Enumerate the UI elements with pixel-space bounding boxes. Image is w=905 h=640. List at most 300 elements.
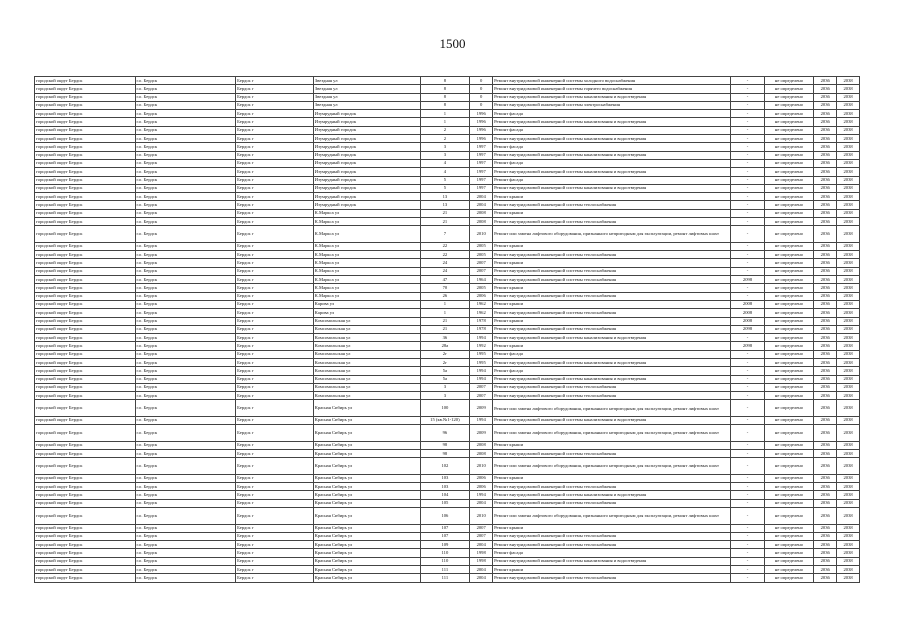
cell-settlement: Бердск г bbox=[236, 400, 314, 417]
cell-municipality: городской округ Бердск bbox=[35, 118, 136, 126]
cell-settlement: Бердск г bbox=[236, 218, 314, 226]
cell-period-from: 2036 bbox=[814, 549, 837, 557]
cell-settlement: Бердск г bbox=[236, 259, 314, 267]
cell-street: Изумрудный городок bbox=[313, 126, 420, 134]
cell-municipality: городской округ Бердск bbox=[35, 201, 136, 209]
cell-street: Красная Сибирь ул bbox=[313, 508, 420, 525]
cell-work-type: Ремонт внутридомовой инженерной системы канализования и водоотведения bbox=[493, 168, 731, 176]
cell-planned-year: - bbox=[731, 524, 764, 532]
cell-settlement: Бердск г bbox=[236, 251, 314, 259]
cell-period-from: 2036 bbox=[814, 400, 837, 417]
cell-municipality: городской округ Бердск bbox=[35, 284, 136, 292]
cell-state: не определено bbox=[764, 342, 814, 350]
cell-municipality: городской округ Бердск bbox=[35, 135, 136, 143]
table-row bbox=[35, 218, 860, 226]
cell-settlement: Бердск г bbox=[236, 300, 314, 308]
cell-house: 8 bbox=[420, 85, 470, 93]
cell-settlement-type: г.о. Бердск bbox=[135, 541, 236, 549]
cell-house: 1 bbox=[420, 118, 470, 126]
cell-municipality: городской округ Бердск bbox=[35, 85, 136, 93]
cell-year-built: 2005 bbox=[470, 251, 493, 259]
cell-municipality: городской округ Бердск bbox=[35, 450, 136, 458]
cell-year-built: 1962 bbox=[470, 309, 493, 317]
cell-period-to: 2038 bbox=[837, 532, 860, 540]
cell-state: не определено bbox=[764, 400, 814, 417]
cell-settlement-type: г.о. Бердск bbox=[135, 416, 236, 424]
cell-municipality: городской округ Бердск bbox=[35, 532, 136, 540]
cell-period-to: 2038 bbox=[837, 135, 860, 143]
cell-municipality: городской округ Бердск bbox=[35, 143, 136, 151]
table-row bbox=[35, 359, 860, 367]
cell-state: не определено bbox=[764, 383, 814, 391]
cell-settlement: Бердск г bbox=[236, 557, 314, 565]
cell-house: 107 bbox=[420, 532, 470, 540]
cell-work-type: Ремонт внутридомовой инженерной системы теплоснабжения bbox=[493, 450, 731, 458]
cell-year-built: 1996 bbox=[470, 110, 493, 118]
cell-house: 104 bbox=[420, 491, 470, 499]
cell-period-to: 2038 bbox=[837, 499, 860, 507]
cell-state: не определено bbox=[764, 416, 814, 424]
table-row bbox=[35, 259, 860, 267]
cell-work-type: Ремонт крыши bbox=[493, 259, 731, 267]
cell-work-type: Ремонт внутридомовой инженерной системы теплоснабжения bbox=[493, 532, 731, 540]
cell-municipality: городской округ Бердск bbox=[35, 491, 136, 499]
cell-period-from: 2036 bbox=[814, 168, 837, 176]
cell-period-from: 2036 bbox=[814, 541, 837, 549]
cell-period-from: 2036 bbox=[814, 209, 837, 217]
cell-state: не определено bbox=[764, 135, 814, 143]
cell-work-type: Ремонт внутридомовой инженерной системы теплоснабжения bbox=[493, 483, 731, 491]
cell-work-type: Ремонт внутридомовой инженерной системы теплоснабжения bbox=[493, 574, 731, 582]
cell-street: Изумрудный городок bbox=[313, 110, 420, 118]
cell-street: Изумрудный городок bbox=[313, 193, 420, 201]
cell-period-from: 2036 bbox=[814, 359, 837, 367]
cell-planned-year: - bbox=[731, 334, 764, 342]
cell-period-from: 2036 bbox=[814, 85, 837, 93]
cell-state: не определено bbox=[764, 101, 814, 109]
cell-planned-year: - bbox=[731, 499, 764, 507]
cell-planned-year: - bbox=[731, 359, 764, 367]
cell-settlement: Бердск г bbox=[236, 126, 314, 134]
cell-state: не определено bbox=[764, 325, 814, 333]
cell-period-from: 2036 bbox=[814, 317, 837, 325]
cell-planned-year: - bbox=[731, 508, 764, 525]
cell-settlement-type: г.о. Бердск bbox=[135, 383, 236, 391]
cell-planned-year: - bbox=[731, 450, 764, 458]
cell-state: не определено bbox=[764, 350, 814, 358]
cell-period-from: 2036 bbox=[814, 309, 837, 317]
cell-settlement: Бердск г bbox=[236, 193, 314, 201]
cell-house: 24 bbox=[420, 259, 470, 267]
table-row bbox=[35, 549, 860, 557]
cell-settlement-type: г.о. Бердск bbox=[135, 251, 236, 259]
cell-settlement-type: г.о. Бердск bbox=[135, 557, 236, 565]
cell-period-from: 2036 bbox=[814, 193, 837, 201]
cell-state: не определено bbox=[764, 425, 814, 442]
cell-planned-year: - bbox=[731, 491, 764, 499]
cell-state: не определено bbox=[764, 218, 814, 226]
cell-settlement-type: г.о. Бердск bbox=[135, 209, 236, 217]
cell-state: не определено bbox=[764, 549, 814, 557]
cell-planned-year: - bbox=[731, 574, 764, 582]
table-row bbox=[35, 168, 860, 176]
cell-work-type: Ремонт внутридомовой инженерной системы горячего водоснабжения bbox=[493, 85, 731, 93]
cell-settlement: Бердск г bbox=[236, 325, 314, 333]
cell-year-built: 2004 bbox=[470, 193, 493, 201]
cell-work-type: Ремонт крыши bbox=[493, 524, 731, 532]
cell-state: не определено bbox=[764, 474, 814, 482]
cell-settlement-type: г.о. Бердск bbox=[135, 300, 236, 308]
cell-municipality: городской округ Бердск bbox=[35, 300, 136, 308]
cell-planned-year: - bbox=[731, 532, 764, 540]
table-row bbox=[35, 93, 860, 101]
cell-state: не определено bbox=[764, 193, 814, 201]
cell-year-built: 1995 bbox=[470, 350, 493, 358]
cell-period-to: 2038 bbox=[837, 193, 860, 201]
cell-state: не определено bbox=[764, 126, 814, 134]
cell-house: 21 bbox=[420, 325, 470, 333]
cell-settlement: Бердск г bbox=[236, 151, 314, 159]
table-row bbox=[35, 209, 860, 217]
cell-municipality: городской округ Бердск bbox=[35, 184, 136, 192]
cell-period-to: 2038 bbox=[837, 300, 860, 308]
cell-period-to: 2038 bbox=[837, 317, 860, 325]
cell-street: Красная Сибирь ул bbox=[313, 474, 420, 482]
cell-period-from: 2036 bbox=[814, 251, 837, 259]
table-row bbox=[35, 450, 860, 458]
cell-planned-year: - bbox=[731, 400, 764, 417]
cell-planned-year: - bbox=[731, 176, 764, 184]
table-row bbox=[35, 118, 860, 126]
cell-period-to: 2038 bbox=[837, 259, 860, 267]
cell-settlement-type: г.о. Бердск bbox=[135, 392, 236, 400]
cell-state: не определено bbox=[764, 450, 814, 458]
cell-settlement-type: г.о. Бердск bbox=[135, 135, 236, 143]
cell-work-type: Ремонт крыши bbox=[493, 284, 731, 292]
cell-work-type: Ремонт крыши bbox=[493, 342, 731, 350]
cell-planned-year: - bbox=[731, 110, 764, 118]
cell-period-from: 2036 bbox=[814, 450, 837, 458]
cell-street: Комсомольская ул bbox=[313, 359, 420, 367]
cell-planned-year: 2008 bbox=[731, 317, 764, 325]
cell-house: 8 bbox=[420, 77, 470, 85]
cell-year-built: 0 bbox=[470, 85, 493, 93]
cell-period-from: 2036 bbox=[814, 101, 837, 109]
table-row bbox=[35, 325, 860, 333]
cell-state: не определено bbox=[764, 110, 814, 118]
cell-period-from: 2036 bbox=[814, 77, 837, 85]
cell-year-built: 1998 bbox=[470, 557, 493, 565]
cell-planned-year: - bbox=[731, 474, 764, 482]
cell-settlement-type: г.о. Бердск bbox=[135, 317, 236, 325]
cell-municipality: городской округ Бердск bbox=[35, 499, 136, 507]
table-row bbox=[35, 317, 860, 325]
cell-year-built: 1962 bbox=[470, 300, 493, 308]
cell-planned-year: - bbox=[731, 242, 764, 250]
cell-planned-year: - bbox=[731, 168, 764, 176]
cell-year-built: 2004 bbox=[470, 566, 493, 574]
cell-planned-year: - bbox=[731, 226, 764, 243]
cell-house: 47 bbox=[420, 276, 470, 284]
cell-period-from: 2036 bbox=[814, 491, 837, 499]
cell-planned-year: - bbox=[731, 251, 764, 259]
cell-work-type: Ремонт фасада bbox=[493, 549, 731, 557]
cell-year-built: 1996 bbox=[470, 118, 493, 126]
cell-settlement-type: г.о. Бердск bbox=[135, 93, 236, 101]
cell-planned-year: 2098 bbox=[731, 276, 764, 284]
cell-municipality: городской округ Бердск bbox=[35, 193, 136, 201]
cell-house: 1 bbox=[420, 110, 470, 118]
table-row bbox=[35, 458, 860, 475]
cell-work-type: Ремонт крыши bbox=[493, 209, 731, 217]
cell-year-built: 1996 bbox=[470, 126, 493, 134]
table-row bbox=[35, 193, 860, 201]
cell-settlement: Бердск г bbox=[236, 392, 314, 400]
cell-work-type: Ремонт фасада bbox=[493, 350, 731, 358]
cell-period-to: 2038 bbox=[837, 168, 860, 176]
cell-planned-year: - bbox=[731, 118, 764, 126]
cell-house: 70 bbox=[420, 284, 470, 292]
cell-house: 2г bbox=[420, 350, 470, 358]
cell-municipality: городской округ Бердск bbox=[35, 126, 136, 134]
cell-planned-year: - bbox=[731, 93, 764, 101]
cell-period-from: 2036 bbox=[814, 159, 837, 167]
cell-settlement: Бердск г bbox=[236, 350, 314, 358]
cell-settlement-type: г.о. Бердск bbox=[135, 259, 236, 267]
cell-year-built: 2008 bbox=[470, 441, 493, 449]
cell-period-to: 2038 bbox=[837, 359, 860, 367]
table-row bbox=[35, 226, 860, 243]
cell-street: Красная Сибирь ул bbox=[313, 541, 420, 549]
table-row bbox=[35, 557, 860, 565]
cell-period-from: 2036 bbox=[814, 574, 837, 582]
cell-house: 5а bbox=[420, 375, 470, 383]
cell-municipality: городской округ Бердск bbox=[35, 176, 136, 184]
cell-settlement: Бердск г bbox=[236, 226, 314, 243]
cell-municipality: городской округ Бердск bbox=[35, 458, 136, 475]
cell-municipality: городской округ Бердск bbox=[35, 292, 136, 300]
cell-period-from: 2036 bbox=[814, 292, 837, 300]
cell-municipality: городской округ Бердск bbox=[35, 159, 136, 167]
table-row bbox=[35, 566, 860, 574]
cell-period-to: 2038 bbox=[837, 441, 860, 449]
cell-municipality: городской округ Бердск bbox=[35, 259, 136, 267]
cell-planned-year: - bbox=[731, 193, 764, 201]
cell-street: Карова ул bbox=[313, 300, 420, 308]
cell-state: не определено bbox=[764, 317, 814, 325]
cell-planned-year: 2098 bbox=[731, 325, 764, 333]
cell-period-from: 2036 bbox=[814, 566, 837, 574]
cell-settlement-type: г.о. Бердск bbox=[135, 375, 236, 383]
cell-planned-year: - bbox=[731, 184, 764, 192]
cell-period-to: 2038 bbox=[837, 292, 860, 300]
cell-year-built: 1994 bbox=[470, 367, 493, 375]
cell-municipality: городской округ Бердск bbox=[35, 77, 136, 85]
cell-period-from: 2036 bbox=[814, 508, 837, 525]
cell-period-to: 2038 bbox=[837, 566, 860, 574]
cell-municipality: городской округ Бердск bbox=[35, 557, 136, 565]
cell-state: не определено bbox=[764, 375, 814, 383]
cell-year-built: 1978 bbox=[470, 325, 493, 333]
cell-municipality: городской округ Бердск bbox=[35, 251, 136, 259]
cell-street: Комсомольская ул bbox=[313, 383, 420, 391]
cell-house: 8 bbox=[420, 93, 470, 101]
cell-work-type: Ремонт внутридомовой инженерной системы теплоснабжения bbox=[493, 292, 731, 300]
cell-house: 102 bbox=[420, 458, 470, 475]
table-row bbox=[35, 416, 860, 424]
cell-municipality: городской округ Бердск bbox=[35, 242, 136, 250]
cell-year-built: 2007 bbox=[470, 532, 493, 540]
cell-settlement: Бердск г bbox=[236, 276, 314, 284]
cell-work-type: Ремонт внутридомовой инженерной системы канализования и водоотведения bbox=[493, 557, 731, 565]
cell-work-type: Ремонт внутридомовой инженерной системы теплоснабжения bbox=[493, 309, 731, 317]
cell-settlement: Бердск г bbox=[236, 201, 314, 209]
cell-planned-year: 2008 bbox=[731, 300, 764, 308]
cell-municipality: городской округ Бердск bbox=[35, 483, 136, 491]
cell-state: не определено bbox=[764, 168, 814, 176]
cell-year-built: 2004 bbox=[470, 541, 493, 549]
cell-street: К.Маркса ул bbox=[313, 284, 420, 292]
cell-settlement-type: г.о. Бердск bbox=[135, 168, 236, 176]
cell-planned-year: - bbox=[731, 375, 764, 383]
cell-house: 3 bbox=[420, 392, 470, 400]
cell-period-to: 2038 bbox=[837, 425, 860, 442]
table-row bbox=[35, 309, 860, 317]
cell-period-to: 2038 bbox=[837, 184, 860, 192]
table-row bbox=[35, 474, 860, 482]
table-row bbox=[35, 334, 860, 342]
cell-planned-year: - bbox=[731, 557, 764, 565]
cell-planned-year: - bbox=[731, 85, 764, 93]
cell-work-type: Ремонт внутридомовой инженерной системы теплоснабжения bbox=[493, 392, 731, 400]
cell-period-to: 2038 bbox=[837, 574, 860, 582]
cell-house: 3 bbox=[420, 143, 470, 151]
cell-work-type: Ремонт внутридомовой инженерной системы канализования и водоотведения bbox=[493, 416, 731, 424]
cell-settlement: Бердск г bbox=[236, 458, 314, 475]
cell-street: Изумрудный городок bbox=[313, 184, 420, 192]
cell-settlement: Бердск г bbox=[236, 541, 314, 549]
cell-work-type: Ремонт внутридомовой инженерной системы теплоснабжения bbox=[493, 499, 731, 507]
cell-settlement: Бердск г bbox=[236, 334, 314, 342]
cell-municipality: городской округ Бердск bbox=[35, 342, 136, 350]
cell-street: Звездная ул bbox=[313, 101, 420, 109]
cell-planned-year: - bbox=[731, 566, 764, 574]
cell-street: Изумрудный городок bbox=[313, 151, 420, 159]
cell-period-to: 2038 bbox=[837, 209, 860, 217]
cell-street: Красная Сибирь ул bbox=[313, 574, 420, 582]
table-row bbox=[35, 400, 860, 417]
cell-state: не определено bbox=[764, 359, 814, 367]
cell-work-type: Ремонт внутридомовой инженерной системы холодного водоснабжения bbox=[493, 77, 731, 85]
cell-settlement-type: г.о. Бердск bbox=[135, 508, 236, 525]
table-row bbox=[35, 342, 860, 350]
cell-planned-year: - bbox=[731, 383, 764, 391]
cell-state: не определено bbox=[764, 77, 814, 85]
cell-municipality: городской округ Бердск bbox=[35, 226, 136, 243]
cell-municipality: городской округ Бердск bbox=[35, 350, 136, 358]
cell-street: Комсомольская ул bbox=[313, 334, 420, 342]
table-row bbox=[35, 524, 860, 532]
cell-planned-year: - bbox=[731, 143, 764, 151]
cell-settlement: Бердск г bbox=[236, 309, 314, 317]
cell-planned-year: - bbox=[731, 416, 764, 424]
cell-year-built: 1997 bbox=[470, 168, 493, 176]
cell-municipality: городской округ Бердск bbox=[35, 425, 136, 442]
cell-house: 1 bbox=[420, 309, 470, 317]
cell-street: Комсомольская ул bbox=[313, 367, 420, 375]
cell-year-built: 2007 bbox=[470, 259, 493, 267]
cell-municipality: городской округ Бердск bbox=[35, 416, 136, 424]
cell-work-type: Ремонт крыши bbox=[493, 193, 731, 201]
cell-work-type: Ремонт крыши bbox=[493, 242, 731, 250]
cell-municipality: городской округ Бердск bbox=[35, 367, 136, 375]
cell-municipality: городской округ Бердск bbox=[35, 93, 136, 101]
cell-street: Красная Сибирь ул bbox=[313, 499, 420, 507]
cell-period-to: 2038 bbox=[837, 400, 860, 417]
table-row bbox=[35, 151, 860, 159]
cell-settlement: Бердск г bbox=[236, 367, 314, 375]
cell-year-built: 2005 bbox=[470, 242, 493, 250]
cell-year-built: 1997 bbox=[470, 151, 493, 159]
cell-year-built: 2010 bbox=[470, 226, 493, 243]
cell-house: 98 bbox=[420, 450, 470, 458]
cell-period-to: 2038 bbox=[837, 110, 860, 118]
cell-street: Красная Сибирь ул bbox=[313, 532, 420, 540]
cell-house: 2 bbox=[420, 126, 470, 134]
cell-period-to: 2038 bbox=[837, 375, 860, 383]
cell-house: 4 bbox=[420, 168, 470, 176]
cell-state: не определено bbox=[764, 143, 814, 151]
cell-period-to: 2038 bbox=[837, 392, 860, 400]
cell-period-to: 2038 bbox=[837, 218, 860, 226]
cell-work-type: Ремонт крыши bbox=[493, 441, 731, 449]
cell-street: К.Маркса ул bbox=[313, 209, 420, 217]
cell-period-from: 2036 bbox=[814, 151, 837, 159]
table-row bbox=[35, 425, 860, 442]
cell-municipality: городской округ Бердск bbox=[35, 375, 136, 383]
cell-period-to: 2038 bbox=[837, 325, 860, 333]
cell-street: Изумрудный городок bbox=[313, 143, 420, 151]
cell-street: Красная Сибирь ул bbox=[313, 425, 420, 442]
cell-settlement-type: г.о. Бердск bbox=[135, 242, 236, 250]
cell-period-from: 2036 bbox=[814, 383, 837, 391]
cell-period-to: 2038 bbox=[837, 242, 860, 250]
cell-street: Карова ул bbox=[313, 309, 420, 317]
cell-period-to: 2038 bbox=[837, 309, 860, 317]
cell-settlement: Бердск г bbox=[236, 375, 314, 383]
cell-settlement: Бердск г bbox=[236, 284, 314, 292]
cell-planned-year: - bbox=[731, 209, 764, 217]
cell-planned-year: - bbox=[731, 284, 764, 292]
cell-planned-year: - bbox=[731, 350, 764, 358]
table-row bbox=[35, 383, 860, 391]
table-row bbox=[35, 300, 860, 308]
cell-work-type: Ремонт фасада bbox=[493, 126, 731, 134]
cell-settlement: Бердск г bbox=[236, 383, 314, 391]
cell-settlement-type: г.о. Бердск bbox=[135, 425, 236, 442]
table-row bbox=[35, 292, 860, 300]
cell-year-built: 1995 bbox=[470, 359, 493, 367]
cell-period-to: 2038 bbox=[837, 416, 860, 424]
cell-settlement-type: г.о. Бердск bbox=[135, 483, 236, 491]
cell-work-type: Ремонт внутридомовой инженерной системы канализования и водоотведения bbox=[493, 334, 731, 342]
cell-planned-year: - bbox=[731, 458, 764, 475]
cell-settlement-type: г.о. Бердск bbox=[135, 110, 236, 118]
cell-year-built: 2010 bbox=[470, 508, 493, 525]
table-row bbox=[35, 267, 860, 275]
cell-municipality: городской округ Бердск bbox=[35, 383, 136, 391]
cell-work-type: Ремонт внутридомовой инженерной системы теплоснабжения bbox=[493, 276, 731, 284]
